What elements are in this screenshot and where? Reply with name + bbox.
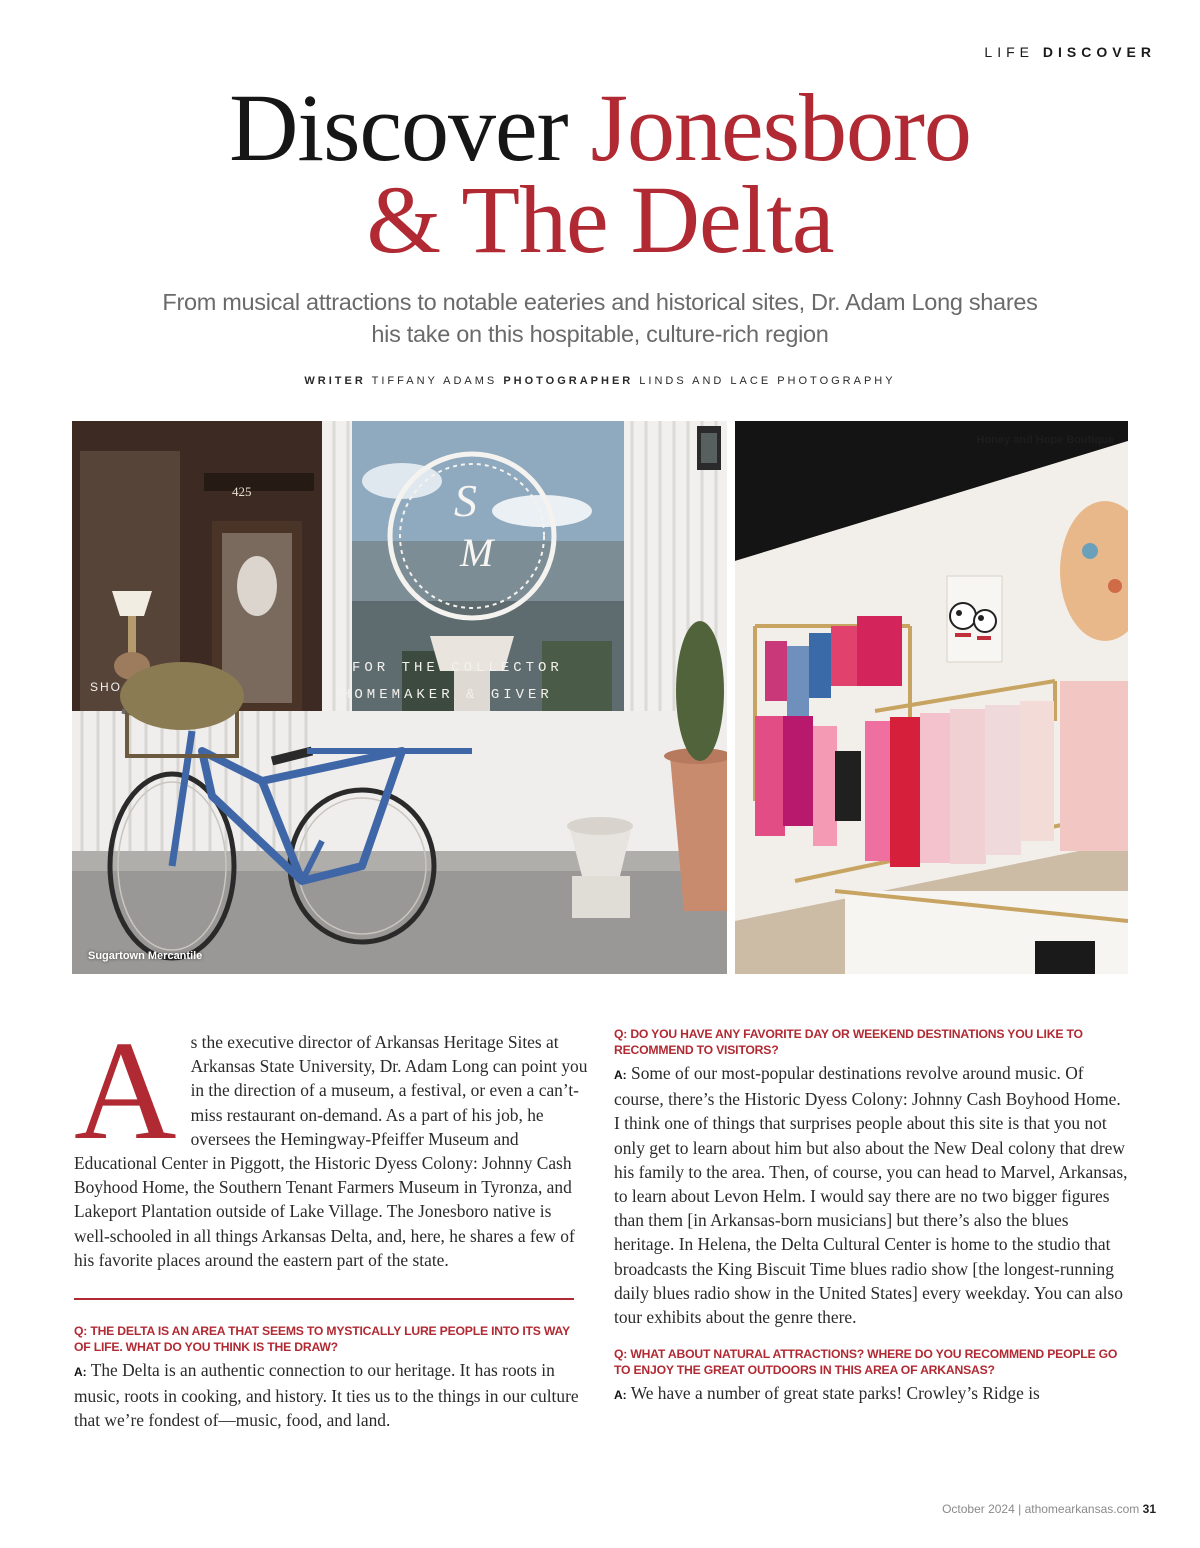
photographer-label: PHOTOGRAPHER <box>503 375 634 387</box>
column-right <box>614 1027 1128 1407</box>
caption-honey-and-hope-boutique: Honey and Hope Boutique <box>976 434 1114 446</box>
article-dek: From musical attractions to notable eateries and historical sites, Dr. Adam Long shares his take on this hospitable, culture-rich region <box>162 289 1038 347</box>
writer-name: TIFFANY ADAMS <box>371 375 498 387</box>
answer-3 <box>614 1381 1128 1407</box>
page-folio <box>942 1502 1156 1516</box>
title-line-delta: & The Delta <box>366 166 834 273</box>
address-number: 425 <box>232 484 252 499</box>
section-tag <box>984 44 1156 60</box>
answer-1-text: The Delta is an authentic connection to our heritage. It has roots in music, roots in cooking, and history. It ties us to the things in our culture that we’re fondest of—music, food, and land. <box>74 1360 579 1431</box>
answer-3-text: We have a number of great state parks! Crowley’s Ridge is <box>630 1383 1040 1404</box>
article-title <box>0 74 1200 273</box>
monogram-s: S <box>454 475 477 526</box>
answer-3-label: A: <box>614 1388 627 1403</box>
section-tag-bold: DISCOVER <box>1042 44 1156 60</box>
question-1: Q: THE DELTA IS AN AREA THAT SEEMS TO MYSTICALLY LURE PEOPLE INTO ITS WAY OF LIFE. WHAT DO YOU THINK IS THE DRAW? <box>74 1324 570 1354</box>
writer-label: WRITER <box>304 375 366 387</box>
answer-1 <box>74 1358 588 1433</box>
monogram-m: M <box>460 530 494 575</box>
photo-honey-and-hope-boutique <box>735 421 1128 974</box>
window-text-line2: HOMEMAKER & GIVER <box>342 687 553 703</box>
answer-2-label: A: <box>614 1068 627 1082</box>
section-divider <box>74 1298 574 1300</box>
answer-2 <box>614 1061 1128 1329</box>
intro-text: s the executive director of Arkansas Heritage Sites at Arkansas State University, Dr. Adam Long can point you in the direction of a museum, a festival, or even a can’t-miss restaurant on-demand. As a part of his job, he oversees the Hemingway-Pfeiffer Museum and Educational Center in Piggott, the Historic Dyess Colony: Johnny Cash Boyhood Home, the Southern Tenant Farmers Museum in Tyronza, and Lakeport Plantation outside of Lake Village. The Jonesboro native is well-schooled in all things Arkansas Delta, and, here, he shares a few of his favorite places around the eastern part of the state. <box>74 1032 588 1270</box>
title-word-discover: Discover <box>229 74 568 181</box>
side-sign: SHO <box>90 680 123 694</box>
intro-paragraph <box>74 1011 588 1272</box>
folio-text: October 2024 | athomearkansas.com <box>942 1502 1140 1516</box>
byline <box>0 375 1200 387</box>
page-number: 31 <box>1142 1502 1156 1516</box>
answer-1-label: A: <box>74 1365 87 1380</box>
photo-sugartown-mercantile <box>72 421 727 974</box>
drop-cap: A <box>74 1011 177 1169</box>
caption-sugartown-mercantile: Sugartown Mercantile <box>88 950 203 962</box>
title-word-jonesboro: Jonesboro <box>590 74 971 181</box>
dog-painting <box>947 576 1002 662</box>
section-tag-light: LIFE <box>984 44 1034 60</box>
answer-2-text: Some of our most-popular destinations revolve around music. Of course, there’s the Historic Dyess Colony: Johnny Cash Boyhood Home. I think one of things that surprises people about this site is that you not only get to learn about him but also about the New Deal colony that drew his family to the area. Then, of course, you can head to Marvel, Arkansas, to learn about Levon Helm. I would say there are no two bigger figures than them [in Arkansas-born musicians] but there’s also the blues heritage. In Helena, the Delta Cultural Center is home to the studio that broadcasts the King Biscuit Time blues radio show [the longest-running daily blues radio show in the United States] every weekday. You can also tour exhibits about the genre there. <box>614 1063 1128 1328</box>
white-hangers <box>835 891 1128 974</box>
column-left <box>74 1011 588 1433</box>
wall-lantern-icon <box>697 426 721 470</box>
photographer-name: LINDS AND LACE PHOTOGRAPHY <box>639 375 896 387</box>
question-3: Q: WHAT ABOUT NATURAL ATTRACTIONS? WHERE DO YOU RECOMMEND PEOPLE GO TO ENJOY THE GREAT OUTDOORS IN THIS AREA OF ARKANSAS? <box>614 1347 1118 1377</box>
window-text-line1: FOR THE COLLECTOR <box>352 660 563 676</box>
question-2: Q: DO YOU HAVE ANY FAVORITE DAY OR WEEKEND DESTINATIONS YOU LIKE TO RECOMMEND TO VISITORS? <box>614 1027 1083 1057</box>
